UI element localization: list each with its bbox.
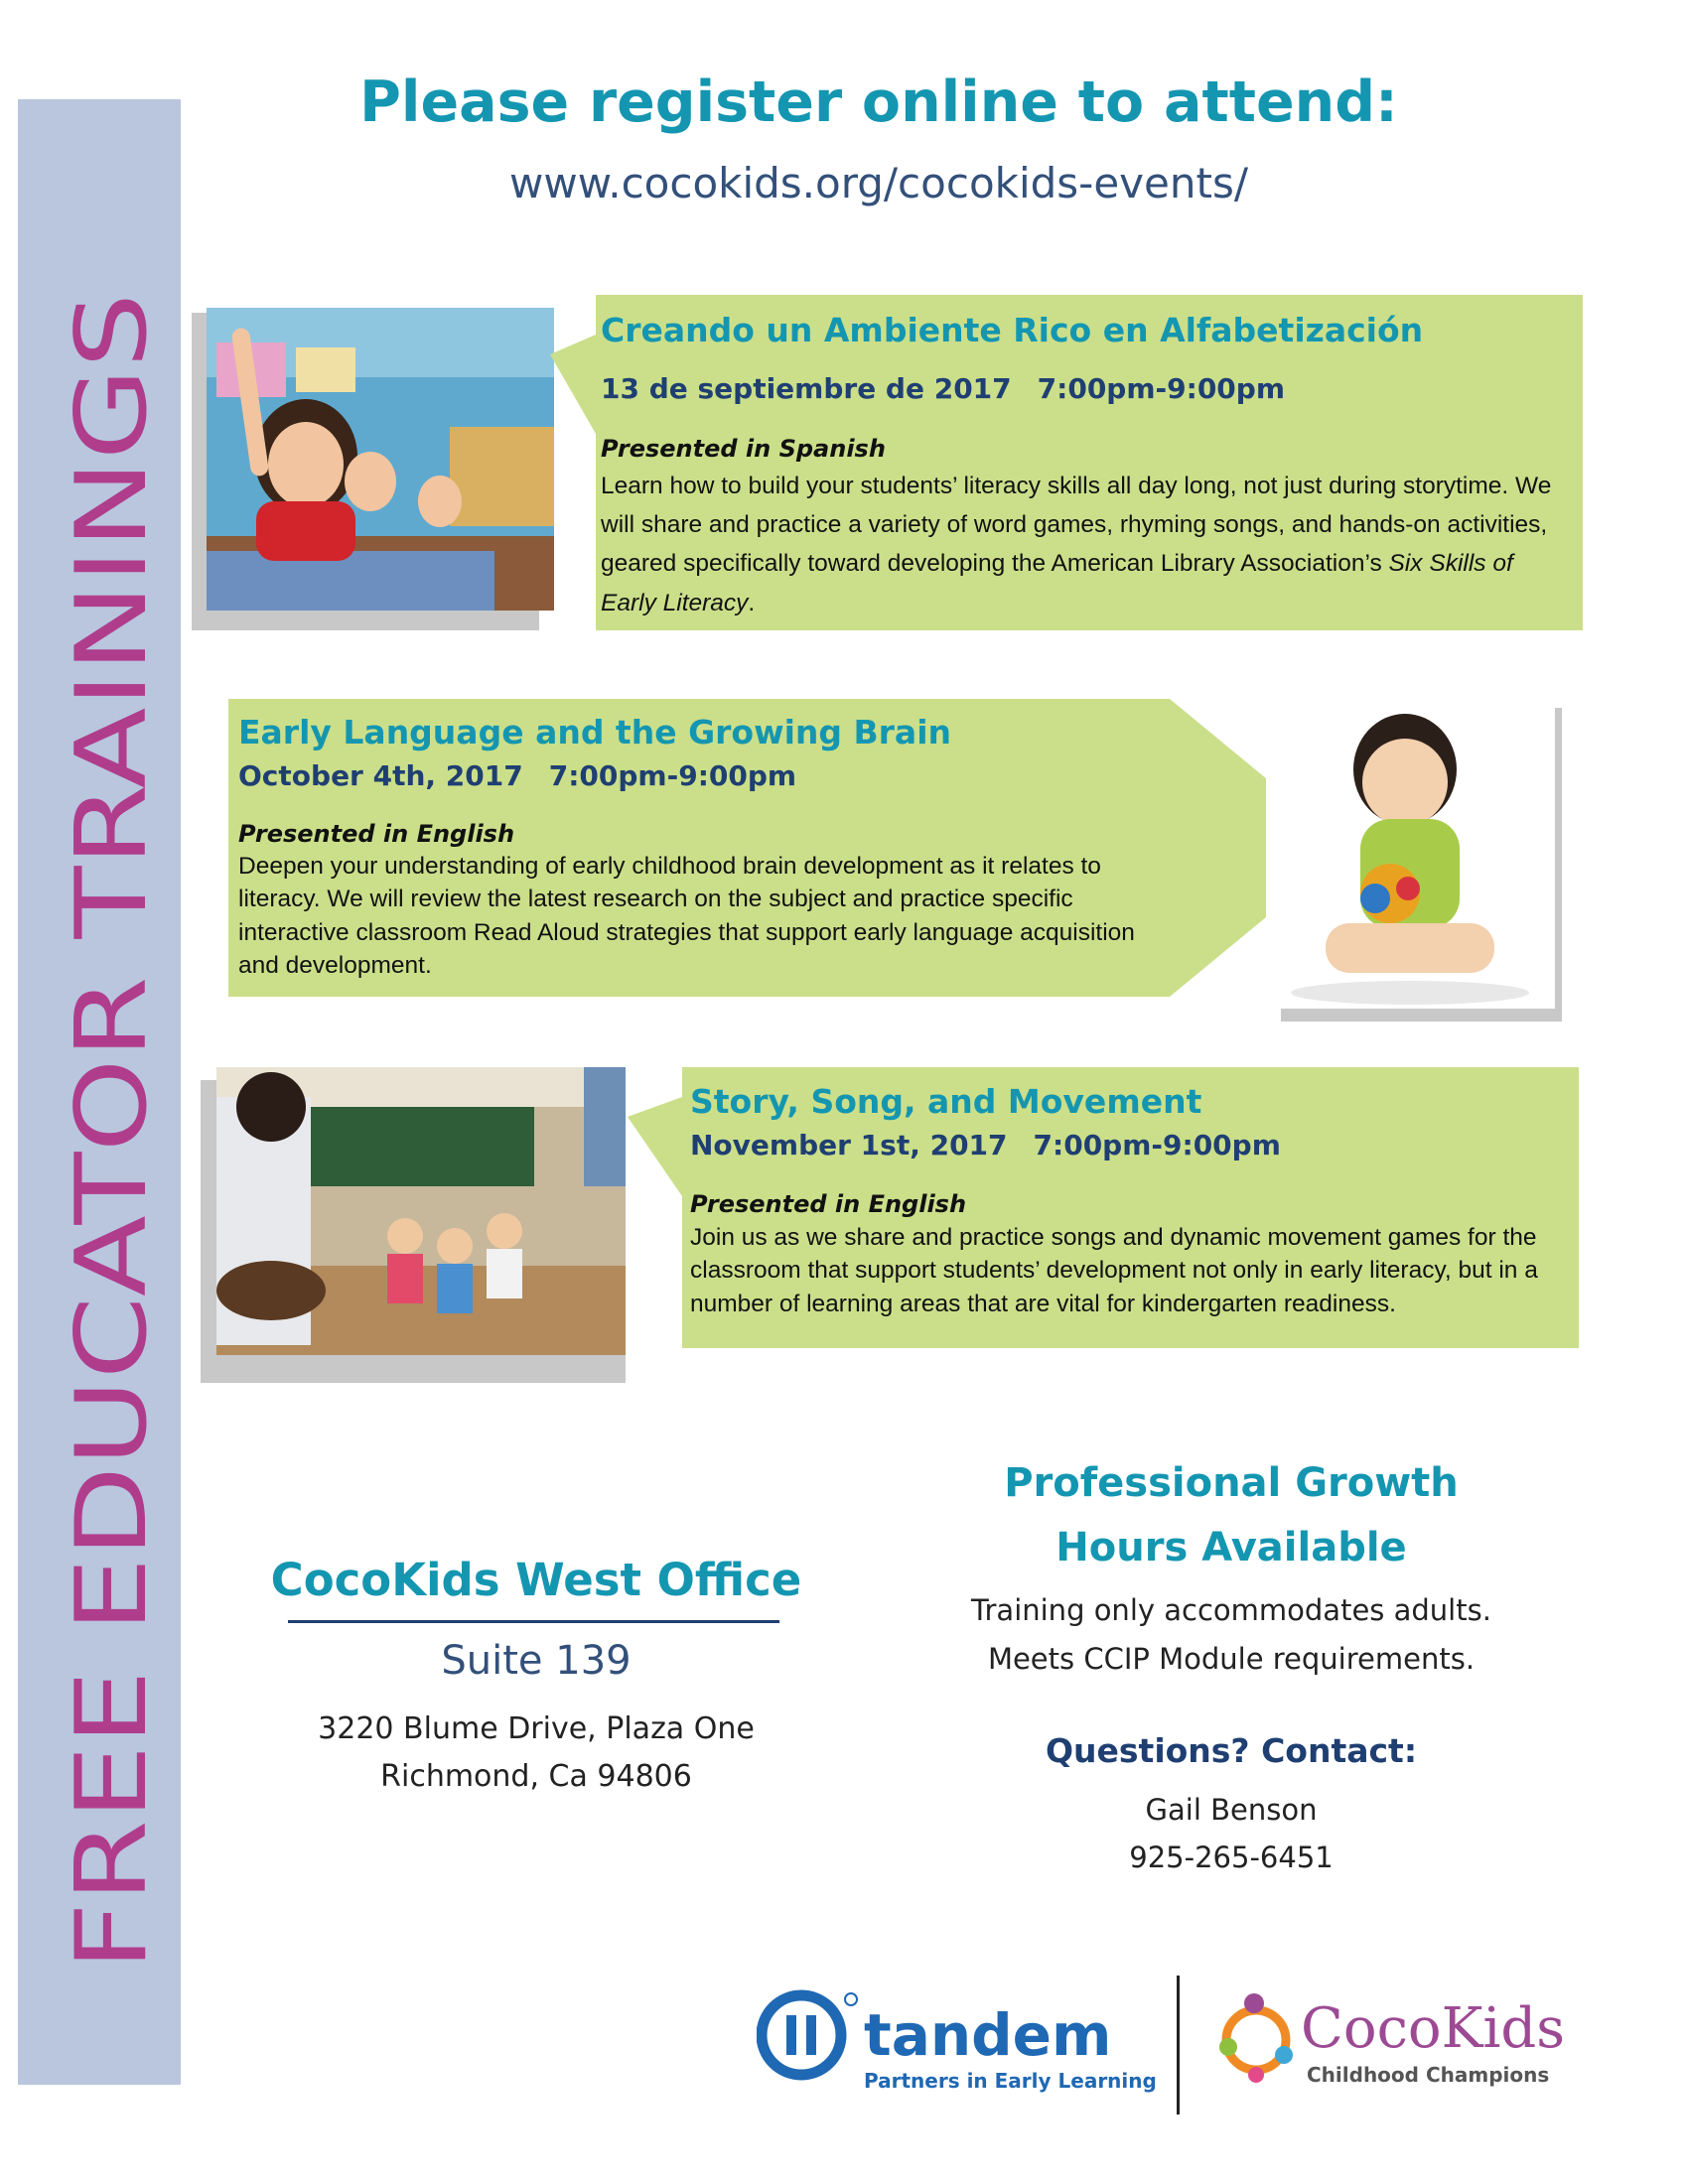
office-address <box>268 1706 804 1801</box>
event-2-title: Early Language and the Growing Brain <box>238 713 952 751</box>
address-line-1: 3220 Blume Drive, Plaza One <box>318 1711 755 1746</box>
event-1-date: 13 de septiembre de 2017 <box>601 372 1012 405</box>
event-2-language: Presented in English <box>238 820 515 848</box>
event-3-language: Presented in English <box>690 1190 967 1218</box>
office-divider <box>288 1620 779 1623</box>
tandem-tagline: Partners in Early Learning <box>864 2069 1157 2093</box>
event-1-description: Learn how to build your students’ literacy skills all day long, not just during storytime. We will share and practice a variety of word games, rhyming songs, and hands-on activities, geared specifically toward developing the American Library Association’s Six Skills of Early Literacy. <box>601 473 1552 616</box>
contact-name: Gail Benson <box>1145 1793 1318 1827</box>
questions-heading: Questions? Contact: <box>1045 1731 1418 1770</box>
toddler-photo <box>1271 695 1555 1009</box>
register-heading: Please register online to attend: <box>359 69 1398 135</box>
music-class-photo <box>216 1067 626 1355</box>
event-3-datetime <box>690 1129 1307 1161</box>
tandem-logo <box>757 1985 1164 2095</box>
note-adults: Training only accommodates adults. <box>971 1593 1491 1627</box>
event-2-description: Deepen your understanding of early childhood brain development as it relates to literacy. We will review the latest research on the subject and practice specific interactive classroom Read Aloud strategies that support early language acquisition and development. <box>238 853 1135 979</box>
contact-phone[interactable]: 925-265-6451 <box>1129 1840 1334 1874</box>
event-1-title: Creando un Ambiente Rico en Alfabetización <box>601 311 1424 349</box>
cocokids-tagline: Childhood Champions <box>1307 2063 1550 2087</box>
event-3-time: 7:00pm-9:00pm <box>1033 1129 1281 1161</box>
professional-growth-heading: Professional Growth Hours Available <box>1004 1460 1459 1570</box>
logo-divider <box>1177 1976 1180 2115</box>
event-3-date: November 1st, 2017 <box>690 1129 1008 1161</box>
event-1-time: 7:00pm-9:00pm <box>1037 372 1286 405</box>
event-1-language: Presented in Spanish <box>601 435 886 463</box>
cocokids-name: CocoKids <box>1301 1996 1565 2061</box>
office-title: CocoKids West Office <box>270 1554 802 1606</box>
tandem-name: tandem <box>864 2001 1112 2069</box>
classroom-photo <box>207 308 554 611</box>
contact-info <box>874 1787 1589 1882</box>
event-3-title: Story, Song, and Movement <box>690 1082 1202 1121</box>
events-url-link[interactable]: www.cocokids.org/cocokids-events/ <box>509 159 1248 207</box>
event-1-datetime <box>601 372 1311 405</box>
side-banner-text: FREE EDUCATOR TRAININGS <box>56 594 169 1971</box>
cocokids-logo <box>1206 1985 1604 2095</box>
event-2-time: 7:00pm-9:00pm <box>548 759 797 792</box>
address-line-2: Richmond, Ca 94806 <box>380 1759 692 1794</box>
side-banner <box>18 99 181 2085</box>
office-suite: Suite 139 <box>441 1638 632 1684</box>
event-3-description: Join us as we share and practice songs and dynamic movement games for the classroom that support students’ development not only in early literacy, but in a number of learning areas that are vital for kindergarten readiness. <box>690 1224 1538 1317</box>
note-ccip: Meets CCIP Module requirements. <box>987 1642 1476 1677</box>
training-notes <box>874 1586 1589 1685</box>
event-2-datetime <box>238 759 822 792</box>
event-2-date: October 4th, 2017 <box>238 759 523 792</box>
